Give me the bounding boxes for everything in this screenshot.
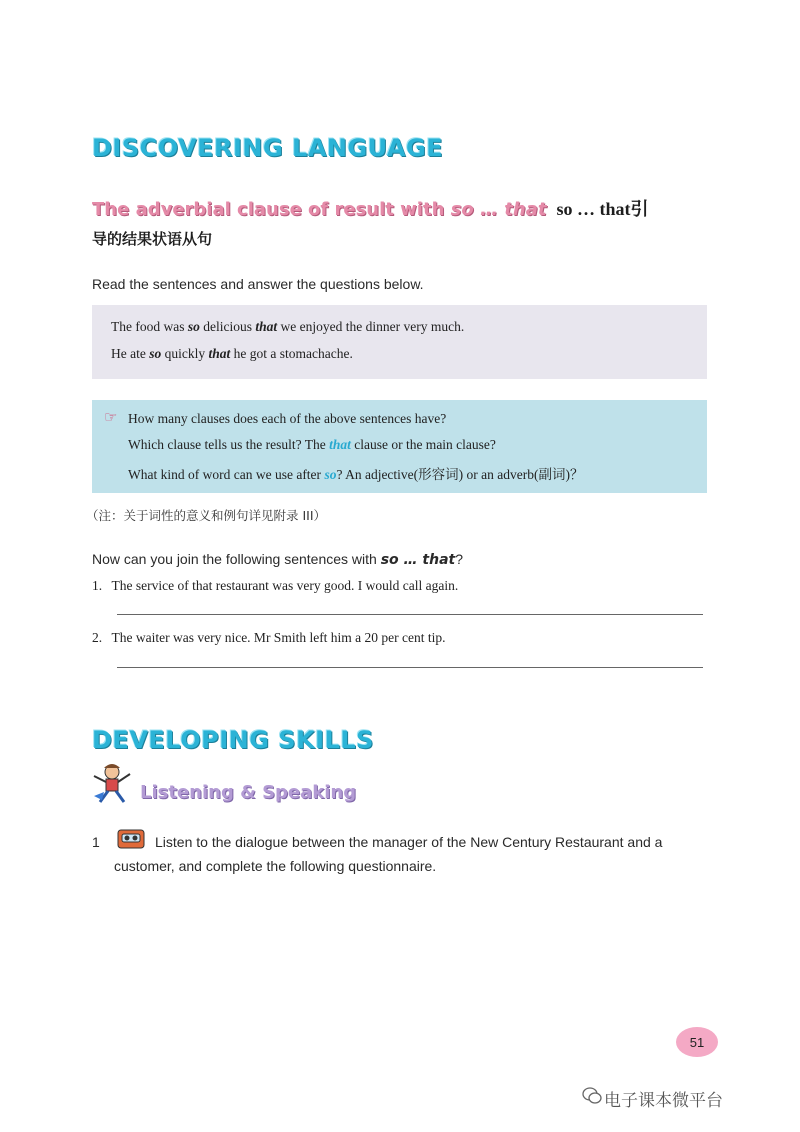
- page-number-badge: [676, 1027, 718, 1057]
- subheading-pink-keyword: so … that: [450, 199, 547, 220]
- instruction-join-part-a: Now can you join the following sentences with: [92, 551, 381, 567]
- exercise-1: [92, 578, 458, 594]
- question-1: How many clauses does each of the above sentences have?: [128, 411, 447, 426]
- subheading-serif: so … that: [556, 199, 631, 219]
- q2-keyword: that: [329, 437, 351, 452]
- ex1-part-a: The food was: [111, 319, 188, 334]
- task-1-line-2: customer, and complete the following questionnaire.: [114, 858, 437, 874]
- subheading-cn-inline: 引: [630, 199, 649, 219]
- q3-part-a: What kind of word can we use after: [128, 467, 325, 482]
- task-1-number: 1: [92, 834, 100, 850]
- subheading-cn-line2: 导的结果状语从句: [92, 230, 213, 248]
- instruction-read: Read the sentences and answer the questions below.: [92, 276, 424, 292]
- instruction-join-keyword: so … that: [380, 552, 456, 568]
- ex1-keyword-that: that: [255, 319, 278, 334]
- exercise-1-text: The service of that restaurant was very good. I would call again.: [111, 578, 459, 593]
- q3-keyword: so: [324, 467, 337, 482]
- question-3: [128, 463, 584, 483]
- watermark-text: 电子课本微平台: [604, 1091, 723, 1111]
- exercise-1-answer-line[interactable]: [117, 614, 703, 615]
- page-number: 51: [689, 1034, 705, 1050]
- ex1-part-e: we enjoyed the dinner very much.: [277, 319, 465, 334]
- question-2: [128, 437, 496, 453]
- exercise-1-number: 1.: [92, 578, 103, 593]
- example-sentences-box: [92, 305, 707, 379]
- exercise-2: [92, 630, 446, 646]
- questions-box: [92, 400, 707, 493]
- exercise-2-text: The waiter was very nice. Mr Smith left him a 20 per cent tip.: [111, 630, 446, 645]
- q3-part-b: ? An adjective(形容词) or an adverb(副词)？: [336, 467, 584, 482]
- q2-part-b: clause or the main clause?: [350, 437, 496, 452]
- ex2-keyword-so: so: [149, 346, 162, 361]
- task-1-line-1: Listen to the dialogue between the manager of the New Century Restaurant and a: [155, 834, 663, 850]
- ex1-part-c: delicious: [199, 319, 256, 334]
- exercise-2-answer-line[interactable]: [117, 667, 703, 668]
- section-heading-discovering-language: DISCOVERING LANGUAGE: [92, 134, 444, 162]
- instruction-join: [92, 551, 463, 568]
- pointing-hand-icon: ☞: [104, 409, 118, 426]
- exercise-2-number: 2.: [92, 630, 103, 645]
- listening-speaking-title: Listening & Speaking: [140, 782, 357, 803]
- ex2-part-e: he got a stomachache.: [230, 346, 353, 361]
- instruction-join-part-b: ?: [455, 551, 464, 567]
- example-sentence-2: [111, 346, 353, 362]
- subheading-pink: The adverbial clause of result with: [92, 199, 451, 220]
- q2-part-a: Which clause tells us the result? The: [128, 437, 330, 452]
- wechat-icon: [582, 1086, 602, 1106]
- ex2-keyword-that: that: [208, 346, 231, 361]
- ex2-part-a: He ate: [111, 346, 150, 361]
- ex2-part-c: quickly: [161, 346, 209, 361]
- listening-cassette-icon: [116, 826, 146, 852]
- subheading: [92, 194, 722, 252]
- example-sentence-1: [111, 319, 464, 335]
- note: （注：关于词性的意义和例句详见附录 III）: [86, 508, 327, 523]
- ex1-keyword-so: so: [187, 319, 200, 334]
- section-heading-developing-skills: DEVELOPING SKILLS: [92, 726, 374, 754]
- speaker-figure-icon: [90, 762, 140, 804]
